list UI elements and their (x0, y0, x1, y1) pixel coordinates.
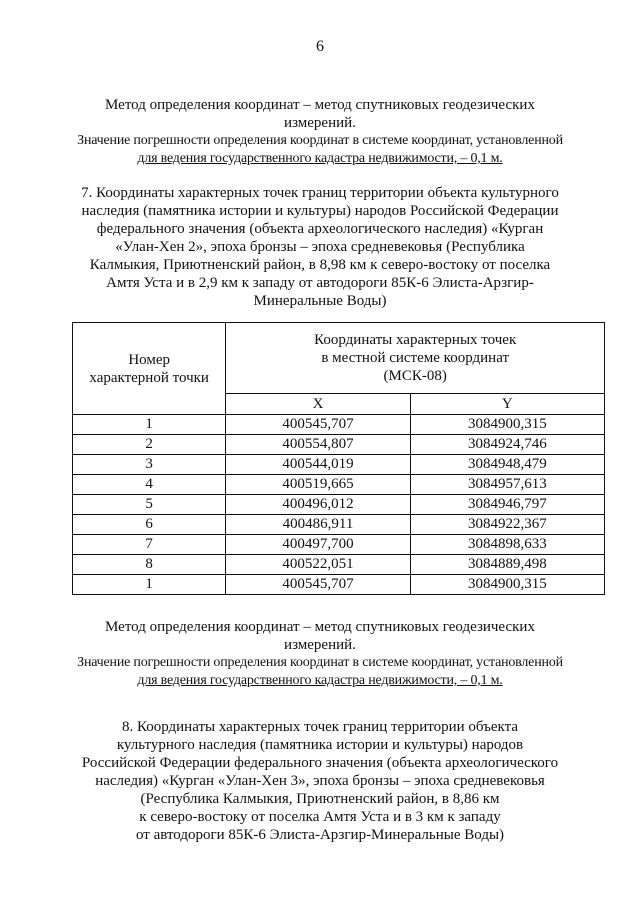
point-number: 7 (73, 535, 226, 555)
point-number: 1 (73, 575, 226, 595)
y-value: 3084957,613 (410, 475, 604, 495)
y-value: 3084898,633 (410, 535, 604, 555)
table-row (73, 575, 605, 595)
text-line: наследия (памятника истории и культуры) народов Российской Федерации (81, 203, 559, 219)
text-line: (Республика Калмыкия, Приютненский район, в 8,86 км (140, 791, 500, 807)
x-value: 400497,700 (226, 535, 410, 555)
x-value: 400486,911 (226, 515, 410, 535)
x-value: 400519,665 (226, 475, 410, 495)
table-row (73, 475, 605, 495)
text-line: для ведения государственного кадастра недвижимости, – 0,1 м. (137, 151, 503, 166)
text-line: Метод определения координат – метод спутниковых геодезических (105, 97, 535, 113)
text-line: измерений. (284, 115, 356, 131)
text-line: Значение погрешности определения координат в системе координат, установленной (77, 655, 563, 670)
table-row (73, 435, 605, 455)
y-value: 3084946,797 (410, 495, 604, 515)
table-row (73, 455, 605, 475)
point-number-header: Номер характерной точки (73, 323, 226, 415)
table-row (73, 535, 605, 555)
y-header: Y (410, 394, 604, 415)
x-value: 400554,807 (226, 435, 410, 455)
text-line: Метод определения координат – метод спутниковых геодезических (105, 619, 535, 635)
point-number: 4 (73, 475, 226, 495)
x-value: 400496,012 (226, 495, 410, 515)
text-line: для ведения государственного кадастра недвижимости, – 0,1 м. (137, 673, 503, 688)
y-value: 3084922,367 (410, 515, 604, 535)
y-value: 3084924,746 (410, 435, 604, 455)
y-value: 3084889,498 (410, 555, 604, 575)
table-row (73, 555, 605, 575)
text-line: культурного наследия (памятника истории и культуры) народов (116, 737, 524, 753)
text-line: Значение погрешности определения координат в системе координат, установленной (77, 133, 563, 148)
text-line: измерений. (284, 637, 356, 653)
point-number: 8 (73, 555, 226, 575)
section-7-heading (40, 184, 600, 310)
x-value: 400545,707 (226, 575, 410, 595)
table-row (73, 515, 605, 535)
page-number: 6 (316, 38, 324, 55)
method-paragraph-2 (40, 618, 600, 690)
table-row (73, 495, 605, 515)
point-number: 6 (73, 515, 226, 535)
section-8-heading (40, 718, 600, 844)
table-row (73, 415, 605, 435)
y-value: 3084900,315 (410, 575, 604, 595)
text-line: Калмыкия, Приютненский район, в 8,98 км к северо-востоку от поселка (89, 257, 551, 273)
coordinates-header: Координаты характерных точек в местной системе координат (МСК-08) (226, 323, 605, 394)
point-number: 3 (73, 455, 226, 475)
text-line: наследия) «Курган «Улан-Хен 3», эпоха бронзы – эпоха средневековья (95, 773, 545, 789)
text-line: 8. Координаты характерных точек границ территории объекта (121, 719, 519, 735)
x-value: 400544,019 (226, 455, 410, 475)
text-line: федерального значения (объекта археологического наследия) «Курган (96, 221, 544, 237)
text-line: Российской Федерации федерального значения (объекта археологического (81, 755, 559, 771)
coordinates-table (72, 322, 605, 595)
y-value: 3084948,479 (410, 455, 604, 475)
text-line: Минеральные Воды) (253, 293, 387, 309)
x-value: 400545,707 (226, 415, 410, 435)
text-line: от автодороги 85К-6 Элиста-Арзгир-Минеральные Воды) (135, 827, 505, 843)
method-paragraph-1 (40, 96, 600, 168)
text-line: Амтя Уста и в 2,9 км к западу от автодороги 85К-6 Элиста-Арзгир- (106, 275, 534, 291)
point-number: 5 (73, 495, 226, 515)
x-value: 400522,051 (226, 555, 410, 575)
y-value: 3084900,315 (410, 415, 604, 435)
point-number: 1 (73, 415, 226, 435)
text-line: 7. Координаты характерных точек границ территории объекта культурного (81, 185, 559, 201)
x-header: X (226, 394, 410, 415)
text-line: к северо-востоку от поселка Амтя Уста и в 3 км к западу (139, 809, 501, 825)
point-number: 2 (73, 435, 226, 455)
text-line: «Улан-Хен 2», эпоха бронзы – эпоха средневековья (Республика (115, 239, 525, 255)
